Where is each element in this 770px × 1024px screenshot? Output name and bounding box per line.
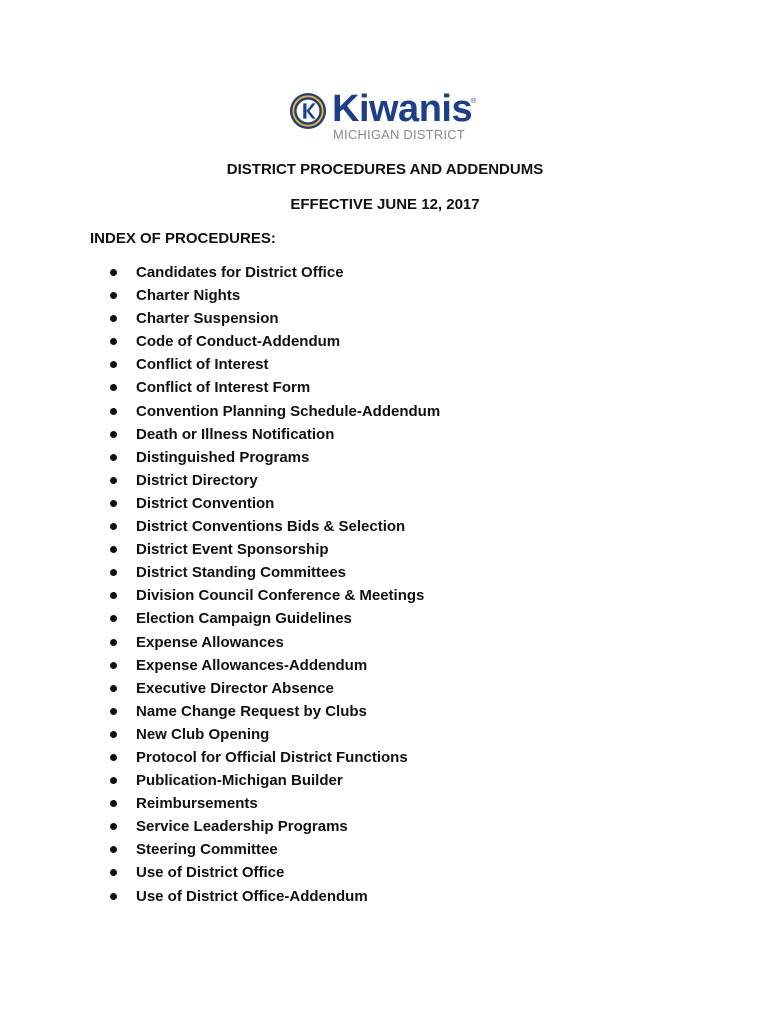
procedure-label: Name Change Request by Clubs [136,702,367,720]
bullet-icon [110,546,117,553]
procedure-label: Use of District Office-Addendum [136,887,368,905]
procedure-label: Protocol for Official District Functions [136,748,408,766]
bullet-icon [110,431,117,438]
procedure-label: District Conventions Bids & Selection [136,518,406,536]
bullet-icon [110,662,117,669]
procedure-label: Charter Nights [136,287,241,305]
bullet-icon [110,823,117,830]
procedure-label: Service Leadership Programs [136,818,348,836]
bullet-icon [110,454,117,461]
procedure-label: Executive Director Absence [136,679,334,697]
procedure-label: Steering Committee [136,841,278,859]
bullet-icon [110,893,117,900]
procedure-label: District Directory [136,471,258,489]
bullet-icon [110,338,117,345]
procedure-label: Use of District Office [136,864,285,882]
procedure-label: District Standing Committees [136,564,347,582]
bullet-icon [110,500,117,507]
bullet-icon [110,569,117,576]
procedure-label: District Convention [136,494,275,512]
bullet-icon [110,685,117,692]
bullet-icon [110,800,117,807]
procedure-label: Code of Conduct-Addendum [136,333,341,351]
procedure-label: Death or Illness Notification [136,425,335,443]
procedure-label: Expense Allowances-Addendum [136,656,368,674]
bullet-icon [110,615,117,622]
bullet-icon [110,269,117,276]
logo-wordmark: Kiwanis [332,88,473,130]
procedure-label: Reimbursements [136,795,258,813]
procedure-label: Charter Suspension [136,310,279,328]
procedure-label: Candidates for District Office [136,264,344,281]
kiwanis-emblem-icon [289,92,327,130]
kiwanis-logo [289,90,489,146]
procedure-label: Conflict of Interest Form [136,379,311,397]
procedure-label: Distinguished Programs [136,448,310,466]
procedure-label: Conflict of Interest [136,356,269,374]
effective-date: EFFECTIVE JUNE 12, 2017 [290,196,480,213]
bullet-icon [110,731,117,738]
bullet-icon [110,292,117,299]
bullet-icon [110,846,117,853]
document-title: DISTRICT PROCEDURES AND ADDENDUMS [226,161,544,178]
bullet-icon [110,592,117,599]
procedure-label: Convention Planning Schedule-Addendum [136,402,441,420]
bullet-icon [110,315,117,322]
bullet-icon [110,361,117,368]
logo-subtitle: MICHIGAN DISTRICT [333,127,465,142]
bullet-icon [110,777,117,784]
bullet-icon [110,708,117,715]
procedure-label: Division Council Conference & Meetings [136,587,425,605]
bullet-icon [110,408,117,415]
registered-mark: ® [471,98,477,105]
bullet-icon [110,639,117,646]
procedure-label: Publication-Michigan Builder [136,772,343,790]
index-heading: INDEX OF PROCEDURES: [90,230,276,247]
bullet-icon [110,869,117,876]
bullet-icon [110,477,117,484]
procedure-label: Election Campaign Guidelines [136,610,352,628]
bullet-icon [110,754,117,761]
procedure-label: District Event Sponsorship [136,541,329,559]
procedure-label: Expense Allowances [136,633,284,651]
bullet-icon [110,523,117,530]
procedure-label: New Club Opening [136,725,270,743]
bullet-icon [110,384,117,391]
